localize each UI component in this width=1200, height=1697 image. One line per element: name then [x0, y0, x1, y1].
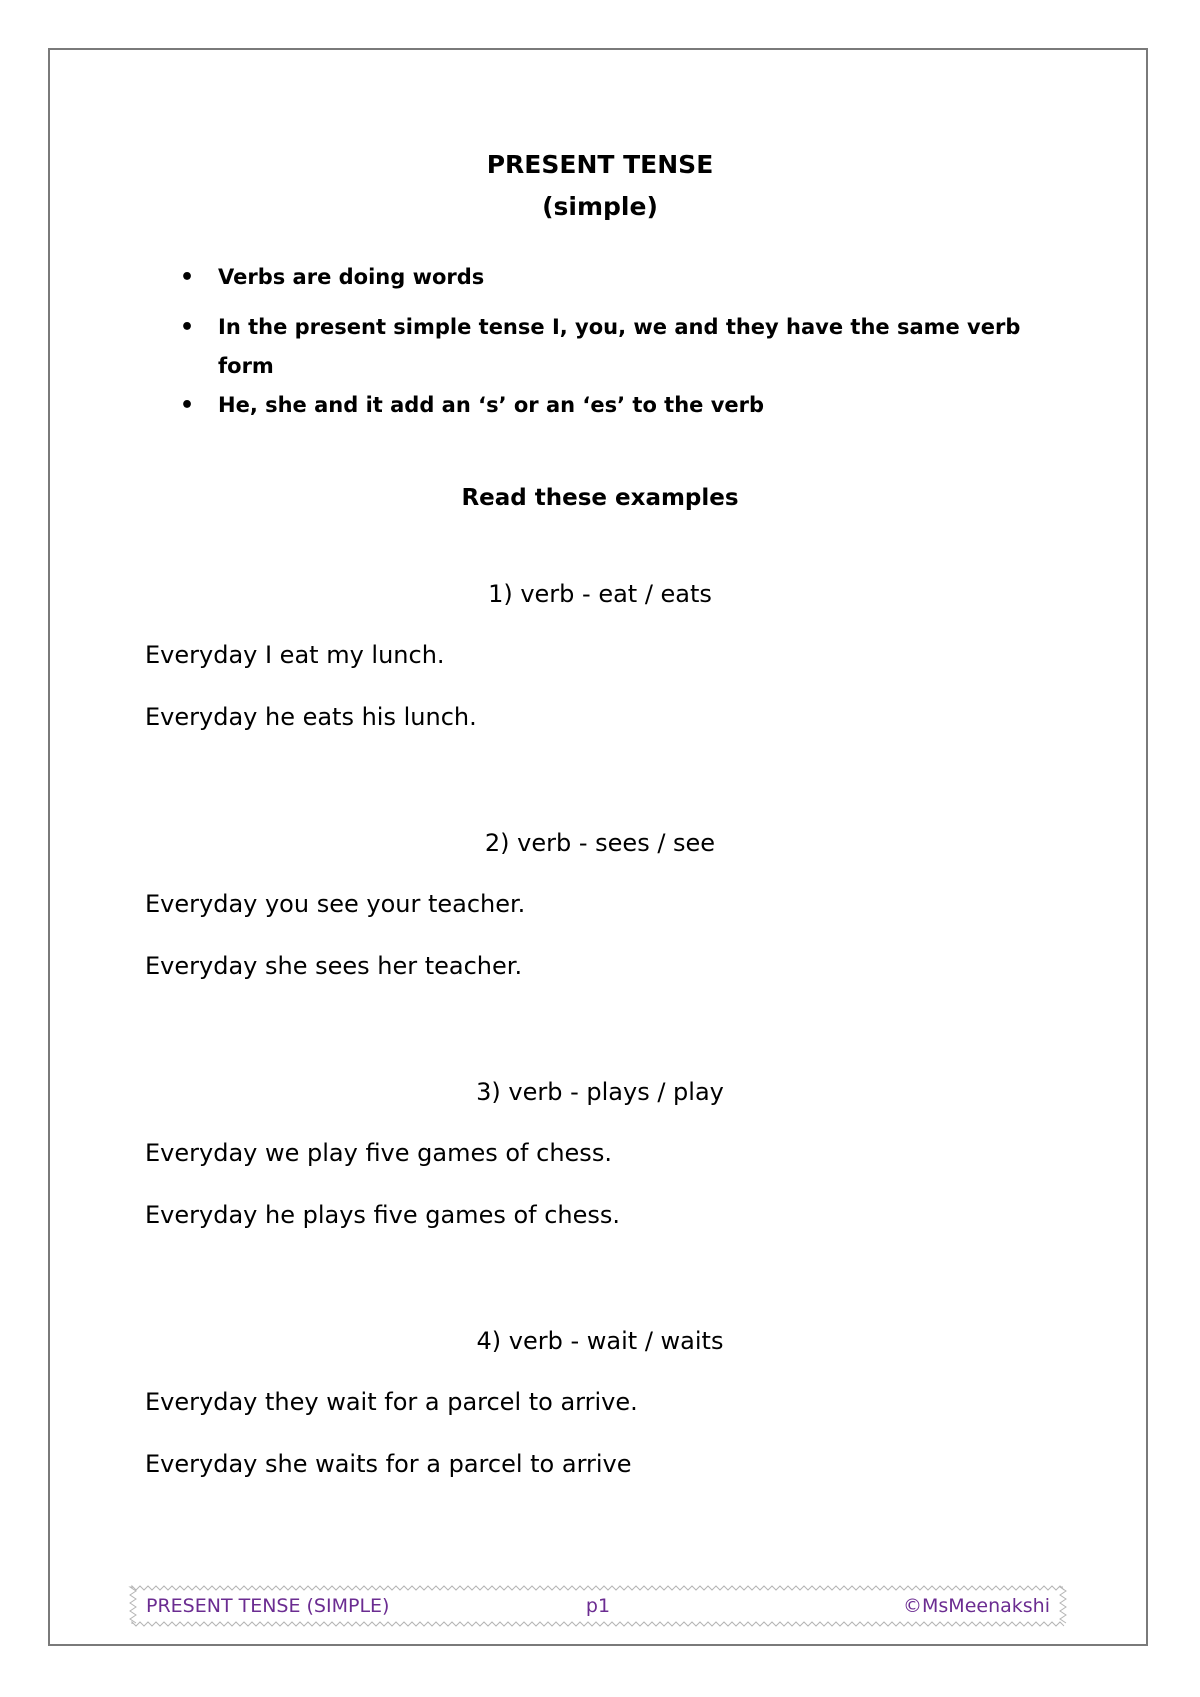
page-title: PRESENT TENSE: [486, 150, 714, 179]
rule-item: • He, she and it add an ‘s’ or an ‘es’ to the verb: [180, 386, 1060, 425]
example-sentence: Everyday she waits for a parcel to arrive: [145, 1450, 632, 1478]
example-sentence: Everyday you see your teacher.: [145, 890, 526, 918]
example-verb-3: 3) verb - plays / play: [476, 1078, 724, 1106]
example-sentence: Everyday he plays five games of chess.: [145, 1201, 621, 1229]
example-sentence: Everyday he eats his lunch.: [145, 703, 477, 731]
zigzag-edge: [132, 1586, 1064, 1590]
page-subtitle: (simple): [542, 192, 658, 221]
example-verb-1: 1) verb - eat / eats: [488, 580, 712, 608]
footer-page-number: p1: [585, 1595, 611, 1617]
zigzag-edge: [132, 1622, 1064, 1626]
section-heading: Read these examples: [461, 485, 739, 511]
footer-title: PRESENT TENSE (SIMPLE): [146, 1595, 390, 1617]
rule-item: • Verbs are doing words: [180, 258, 1060, 297]
rules-list: [180, 258, 1060, 436]
example-verb-2: 2) verb - sees / see: [484, 829, 716, 857]
rule-item: • In the present simple tense I, you, we and they have the same verb form: [180, 308, 1060, 386]
example-sentence: Everyday she sees her teacher.: [145, 952, 523, 980]
example-sentence: Everyday they wait for a parcel to arrive.: [145, 1388, 638, 1416]
example-sentence: Everyday we play five games of chess.: [145, 1139, 612, 1167]
example-sentence: Everyday I eat my lunch.: [145, 641, 445, 669]
footer-copyright: ©MsMeenakshi: [903, 1595, 1050, 1617]
example-verb-4: 4) verb - wait / waits: [476, 1327, 724, 1355]
page-footer: [128, 1583, 1068, 1629]
